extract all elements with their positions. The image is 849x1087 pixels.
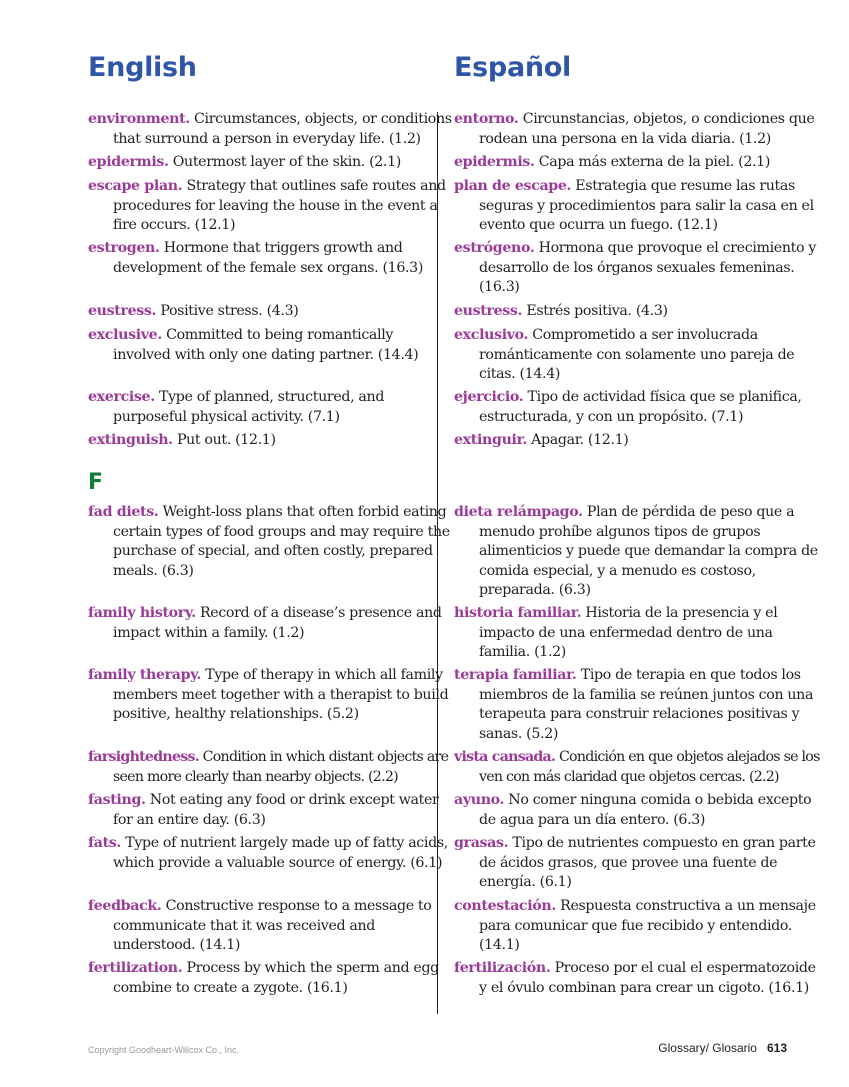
glossary-entry (454, 748, 824, 787)
glossary-entry (88, 388, 453, 427)
entry-term: eustress. (454, 303, 523, 319)
entry-term: fasting. (88, 792, 146, 808)
entry-definition: Type of nutrient largely made up of fatty acids, which provide a valuable source of energy. (6.1) (113, 835, 448, 871)
entry-term: fertilización. (454, 960, 551, 976)
entry-term: exclusive. (88, 327, 162, 343)
glossary-entry (88, 239, 453, 278)
glossary-entry (454, 431, 824, 451)
entry-definition: Tipo de actividad física que se planifica, estructurada, y con un propósito. (7.1) (479, 389, 802, 425)
entry-term: ejercicio. (454, 389, 524, 405)
english-heading: English (88, 52, 197, 83)
entry-term: family therapy. (88, 667, 202, 683)
section-name: Glossary/ Glosario (658, 1041, 757, 1055)
entry-term: farsightedness. (88, 749, 199, 765)
entry-definition: Committed to being romantically involved with only one dating partner. (14.4) (113, 327, 419, 363)
glossary-entry (454, 326, 824, 385)
glossary-entry (454, 791, 824, 830)
glossary-entry (454, 666, 824, 744)
entry-term: historia familiar. (454, 605, 582, 621)
entry-definition: Proceso por el cual el espermatozoide y el óvulo combinan para crear un cigoto. (16.1) (479, 960, 816, 996)
glossary-entry (88, 959, 453, 998)
entry-term: family history. (88, 605, 196, 621)
page-footer (658, 1041, 787, 1055)
entry-definition: Plan de pérdida de peso que a menudo prohíbe algunos tipos de grupos alimenticios y puede que demandar la compra de comida especial, y a menudo es costoso, preparada. (6.3) (479, 504, 818, 598)
glossary-entry (454, 153, 824, 173)
entry-definition: Tipo de nutrientes compuesto en gran parte de ácidos grasos, que provee una fuente de energía. (6.1) (479, 835, 816, 890)
glossary-entry (88, 503, 453, 581)
glossary-entry (454, 604, 824, 663)
entry-term: plan de escape. (454, 178, 572, 194)
glossary-entry (454, 177, 824, 236)
entry-term: eustress. (88, 303, 157, 319)
glossary-entry (88, 326, 453, 365)
entry-term: contestación. (454, 898, 556, 914)
entry-definition: Comprometido a ser involucrada románticamente con solamente uno pareja de citas. (14.4) (479, 327, 795, 382)
glossary-entry (88, 153, 453, 173)
entry-term: dieta relámpago. (454, 504, 583, 520)
entry-definition: Hormona que provoque el crecimiento y desarrollo de los órganos sexuales femeninas. (16.3) (479, 240, 816, 295)
glossary-entry (454, 959, 824, 998)
section-letter: F (88, 470, 104, 495)
glossary-entry (454, 239, 824, 298)
entry-definition: Record of a disease’s presence and impact within a family. (1.2) (113, 605, 442, 641)
entry-definition: Circunstancias, objetos, o condiciones que rodean una persona en la vida diaria. (1.2) (479, 111, 815, 147)
entry-term: fats. (88, 835, 122, 851)
entry-term: epidermis. (88, 154, 169, 170)
glossary-entry (88, 110, 453, 149)
entry-term: ayuno. (454, 792, 505, 808)
glossary-entry (88, 897, 453, 956)
entry-definition: Not eating any food or drink except water for an entire day. (6.3) (113, 792, 439, 828)
entry-definition: Tipo de terapia en que todos los miembros de la familia se reúnen juntos con una terapeuta para construir relaciones positivas y sanas. (5.2) (479, 667, 814, 742)
entry-term: extinguir. (454, 432, 527, 448)
entry-definition: Strategy that outlines safe routes and procedures for leaving the house in the event a fire occurs. (12.1) (113, 178, 446, 233)
entry-definition: Estrategia que resume las rutas seguras y procedimientos para salir la casa en el evento que ocurra un fuego. (12.1) (479, 178, 814, 233)
glossary-entry (88, 302, 453, 322)
entry-definition: Condición en que objetos alejados se los ven con más claridad que objetos cercas. (2.2) (479, 749, 820, 785)
entry-definition: Process by which the sperm and egg combine to create a zygote. (16.1) (113, 960, 439, 996)
entry-definition: Condition in which distant objects are seen more clearly than nearby objects. (2.2) (113, 749, 449, 785)
glossary-entry (454, 503, 824, 601)
glossary-entry (454, 388, 824, 427)
copyright-notice: Copyright Goodheart-Willcox Co., Inc. (88, 1045, 240, 1055)
glossary-entry (88, 666, 453, 725)
glossary-entry (454, 897, 824, 956)
glossary-entry (88, 748, 453, 787)
entry-definition: Apagar. (12.1) (531, 432, 629, 448)
entry-definition: Hormone that triggers growth and development of the female sex organs. (16.3) (113, 240, 424, 276)
glossary-entry (454, 834, 824, 893)
entry-term: vista cansada. (454, 749, 556, 765)
entry-definition: Respuesta constructiva a un mensaje para comunicar que fue recibido y entendido. (14.1) (479, 898, 816, 953)
entry-definition: Outermost layer of the skin. (2.1) (172, 154, 401, 170)
entry-definition: Historia de la presencia y el impacto de una enfermedad dentro de una familia. (1.2) (479, 605, 778, 660)
entry-term: fad diets. (88, 504, 159, 520)
glossary-entry (88, 604, 453, 643)
entry-definition: Capa más externa de la piel. (2.1) (538, 154, 771, 170)
entry-term: exclusivo. (454, 327, 529, 343)
entry-term: entorno. (454, 111, 519, 127)
entry-definition: Type of therapy in which all family members meet together with a therapist to build positive, healthy relationships. (5.2) (113, 667, 449, 722)
entry-term: estrógeno. (454, 240, 535, 256)
entry-term: grasas. (454, 835, 509, 851)
entry-term: escape plan. (88, 178, 183, 194)
entry-term: exercise. (88, 389, 155, 405)
entry-definition: Estrés positiva. (4.3) (526, 303, 668, 319)
glossary-entry (88, 834, 453, 873)
entry-definition: Weight-loss plans that often forbid eating certain types of food groups and may require the purchase of special, and often costly, prepared meals. (6.3) (113, 504, 450, 579)
glossary-entry (454, 110, 824, 149)
entry-definition: Constructive response to a message to communicate that it was received and understood. (14.1) (113, 898, 432, 953)
entry-term: terapia familiar. (454, 667, 577, 683)
entry-term: extinguish. (88, 432, 173, 448)
entry-term: epidermis. (454, 154, 535, 170)
glossary-entry (88, 177, 453, 236)
glossary-entry (88, 791, 453, 830)
entry-term: estrogen. (88, 240, 160, 256)
entry-definition: Circumstances, objects, or conditions that surround a person in everyday life. (1.2) (113, 111, 452, 147)
glossary-entry (88, 431, 453, 451)
entry-definition: Positive stress. (4.3) (160, 303, 299, 319)
spanish-heading: Español (454, 52, 571, 83)
entry-term: fertilization. (88, 960, 183, 976)
page-number: 613 (766, 1041, 787, 1055)
entry-term: feedback. (88, 898, 162, 914)
entry-definition: No comer ninguna comida o bebida excepto de agua para un día entero. (6.3) (479, 792, 812, 828)
glossary-entry (454, 302, 824, 322)
entry-definition: Put out. (12.1) (176, 432, 276, 448)
entry-term: environment. (88, 111, 190, 127)
entry-definition: Type of planned, structured, and purposeful physical activity. (7.1) (113, 389, 385, 425)
